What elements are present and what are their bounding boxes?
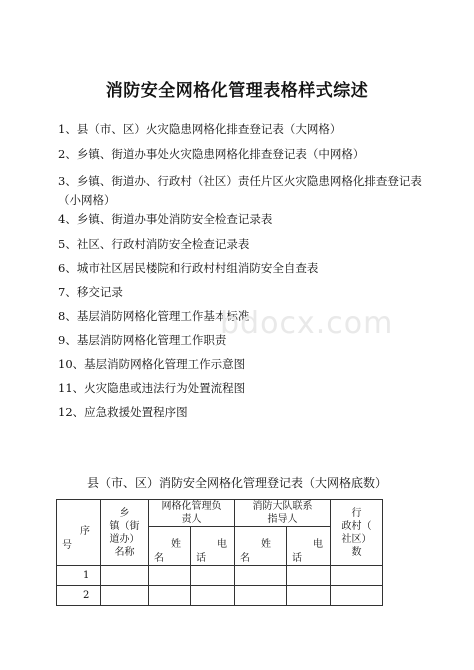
table-cell — [235, 586, 287, 606]
row-seq — [57, 586, 101, 606]
row-seq-value: 2 — [83, 590, 90, 601]
row-seq-value: 1 — [83, 570, 90, 581]
table-row — [57, 586, 383, 606]
table-cell — [101, 586, 149, 606]
header-brigade-label: 消防大队联系 指导人 — [252, 501, 313, 525]
toc-item: 12、应急救援处置程序图 — [58, 405, 188, 419]
header-phone-part: 电 — [217, 539, 227, 550]
header-town — [101, 500, 149, 566]
header-leader-name — [149, 527, 191, 566]
table-cell — [101, 566, 149, 586]
table-cell — [191, 566, 235, 586]
toc-item: 6、城市社区居民楼院和行政村村组消防安全自查表 — [58, 261, 319, 275]
toc-item: 10、基层消防网格化管理工作示意图 — [58, 357, 246, 371]
header-brigade — [235, 500, 331, 527]
registration-table — [56, 499, 383, 606]
table-row — [57, 566, 383, 586]
table-caption: 县（市、区）消防安全网格化管理登记表（大网格底数） — [86, 476, 387, 490]
toc-item: 3、乡镇、街道办、行政村（社区）责任片区火灾隐患网格化排查登记表（小网格） — [58, 174, 422, 207]
table-cell — [331, 566, 383, 586]
table-cell — [235, 566, 287, 586]
toc-item: 9、基层消防网格化管理工作职责 — [58, 333, 227, 347]
toc-item: 5、社区、行政村消防安全检查记录表 — [58, 237, 250, 251]
header-seq-part: 序 — [80, 525, 90, 537]
row-seq — [57, 566, 101, 586]
header-village — [331, 500, 383, 566]
toc-item: 1、县（市、区）火灾隐患网格化排查登记表（大网格） — [58, 122, 342, 136]
header-name-part: 姓 — [261, 539, 271, 550]
header-name-part: 名 — [154, 553, 164, 564]
header-name-part: 名 — [240, 553, 250, 564]
toc-item: 4、乡镇、街道办事处消防安全检查记录表 — [58, 212, 273, 226]
table-cell — [331, 586, 383, 606]
table-cell — [287, 586, 331, 606]
header-seq-part: 号 — [62, 539, 72, 551]
header-phone-part: 话 — [196, 553, 206, 564]
header-phone-part: 电 — [313, 539, 323, 550]
header-seq — [57, 500, 101, 566]
header-name-part: 姓 — [171, 539, 181, 550]
header-leader-label: 网格化管理负 责人 — [161, 501, 222, 525]
toc-item: 2、乡镇、街道办事处火灾隐患网格化排查登记表（中网格） — [58, 147, 365, 161]
header-village-label: 行 政村（ 社区） 数 — [341, 507, 372, 558]
table-cell — [149, 586, 191, 606]
toc-item: 7、移交记录 — [58, 285, 123, 299]
header-leader-phone — [191, 527, 235, 566]
header-brigade-name — [235, 527, 287, 566]
table-cell — [287, 566, 331, 586]
toc-item: 8、基层消防网格化管理工作基本标准 — [58, 309, 250, 323]
header-leader — [149, 500, 235, 527]
table-cell — [149, 566, 191, 586]
table-cell — [191, 586, 235, 606]
header-brigade-phone — [287, 527, 331, 566]
page-title: 消防安全网格化管理表格样式综述 — [105, 81, 369, 101]
watermark: bdocx.com — [220, 306, 394, 341]
header-town-label: 乡 镇（街 道办） 名称 — [109, 507, 140, 558]
toc-item: 11、火灾隐患或违法行为处置流程图 — [58, 381, 246, 395]
header-phone-part: 话 — [292, 553, 302, 564]
